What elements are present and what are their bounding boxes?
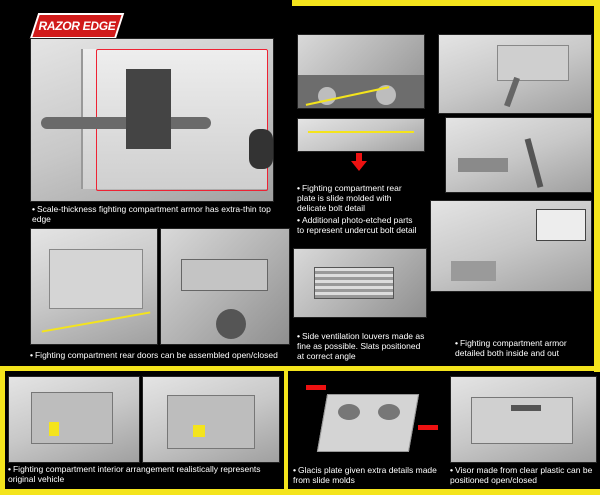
caption-rear-doors: • Fighting compartment rear doors can be assembled open/closed (30, 350, 278, 360)
photo-rear-plate-closeup (297, 118, 425, 152)
caption-glacis: • Glacis plate given extra details made from slide molds (293, 465, 437, 485)
photo-rear-plate-bolts (430, 200, 592, 292)
frame-middle-bar (284, 366, 288, 495)
photo-rear-plate (297, 34, 425, 109)
frame-divider-bar (0, 366, 600, 371)
photo-rear-doors-left (30, 228, 158, 345)
photo-side-louvers (293, 248, 427, 318)
photo-fighting-compartment-top (30, 38, 274, 202)
caption-louvers: • Side ventilation louvers made as fine as possible. Slats positioned at correct angle (297, 331, 425, 361)
photo-interior-left (8, 376, 140, 463)
caption-interior: • Fighting compartment interior arrangement realistically represents original vehicle (8, 464, 261, 484)
arrow-right-icon (418, 425, 438, 430)
frame-top-bar (292, 0, 600, 6)
caption-armor-detail: • Fighting compartment armor detailed both inside and out (455, 338, 567, 358)
photo-rear-plate-outside (438, 34, 592, 114)
arrow-down-icon (351, 161, 367, 171)
arrow-stem-down (356, 153, 362, 161)
frame-left-bar (0, 366, 5, 495)
caption-rear-plate-1: • Fighting compartment rear plate is slide molded with delicate bolt detail (297, 183, 402, 213)
photo-interior-right (142, 376, 280, 463)
arrow-left-icon (306, 385, 326, 390)
frame-right-bar (594, 0, 600, 372)
frame-bottom-bar (0, 489, 600, 495)
razor-edge-logo: RAZOR EDGE (30, 13, 124, 39)
photo-visor (450, 376, 597, 463)
caption-rear-plate-2: • Additional photo-etched parts to represent undercut bolt detail (297, 215, 417, 235)
photo-rear-doors-right (160, 228, 290, 345)
caption-visor: • Visor made from clear plastic can be positioned open/closed (450, 465, 593, 485)
caption-armor-edge: • Scale-thickness fighting compartment armor has extra-thin top edge (32, 204, 271, 224)
photo-rear-plate-inside (445, 117, 592, 193)
